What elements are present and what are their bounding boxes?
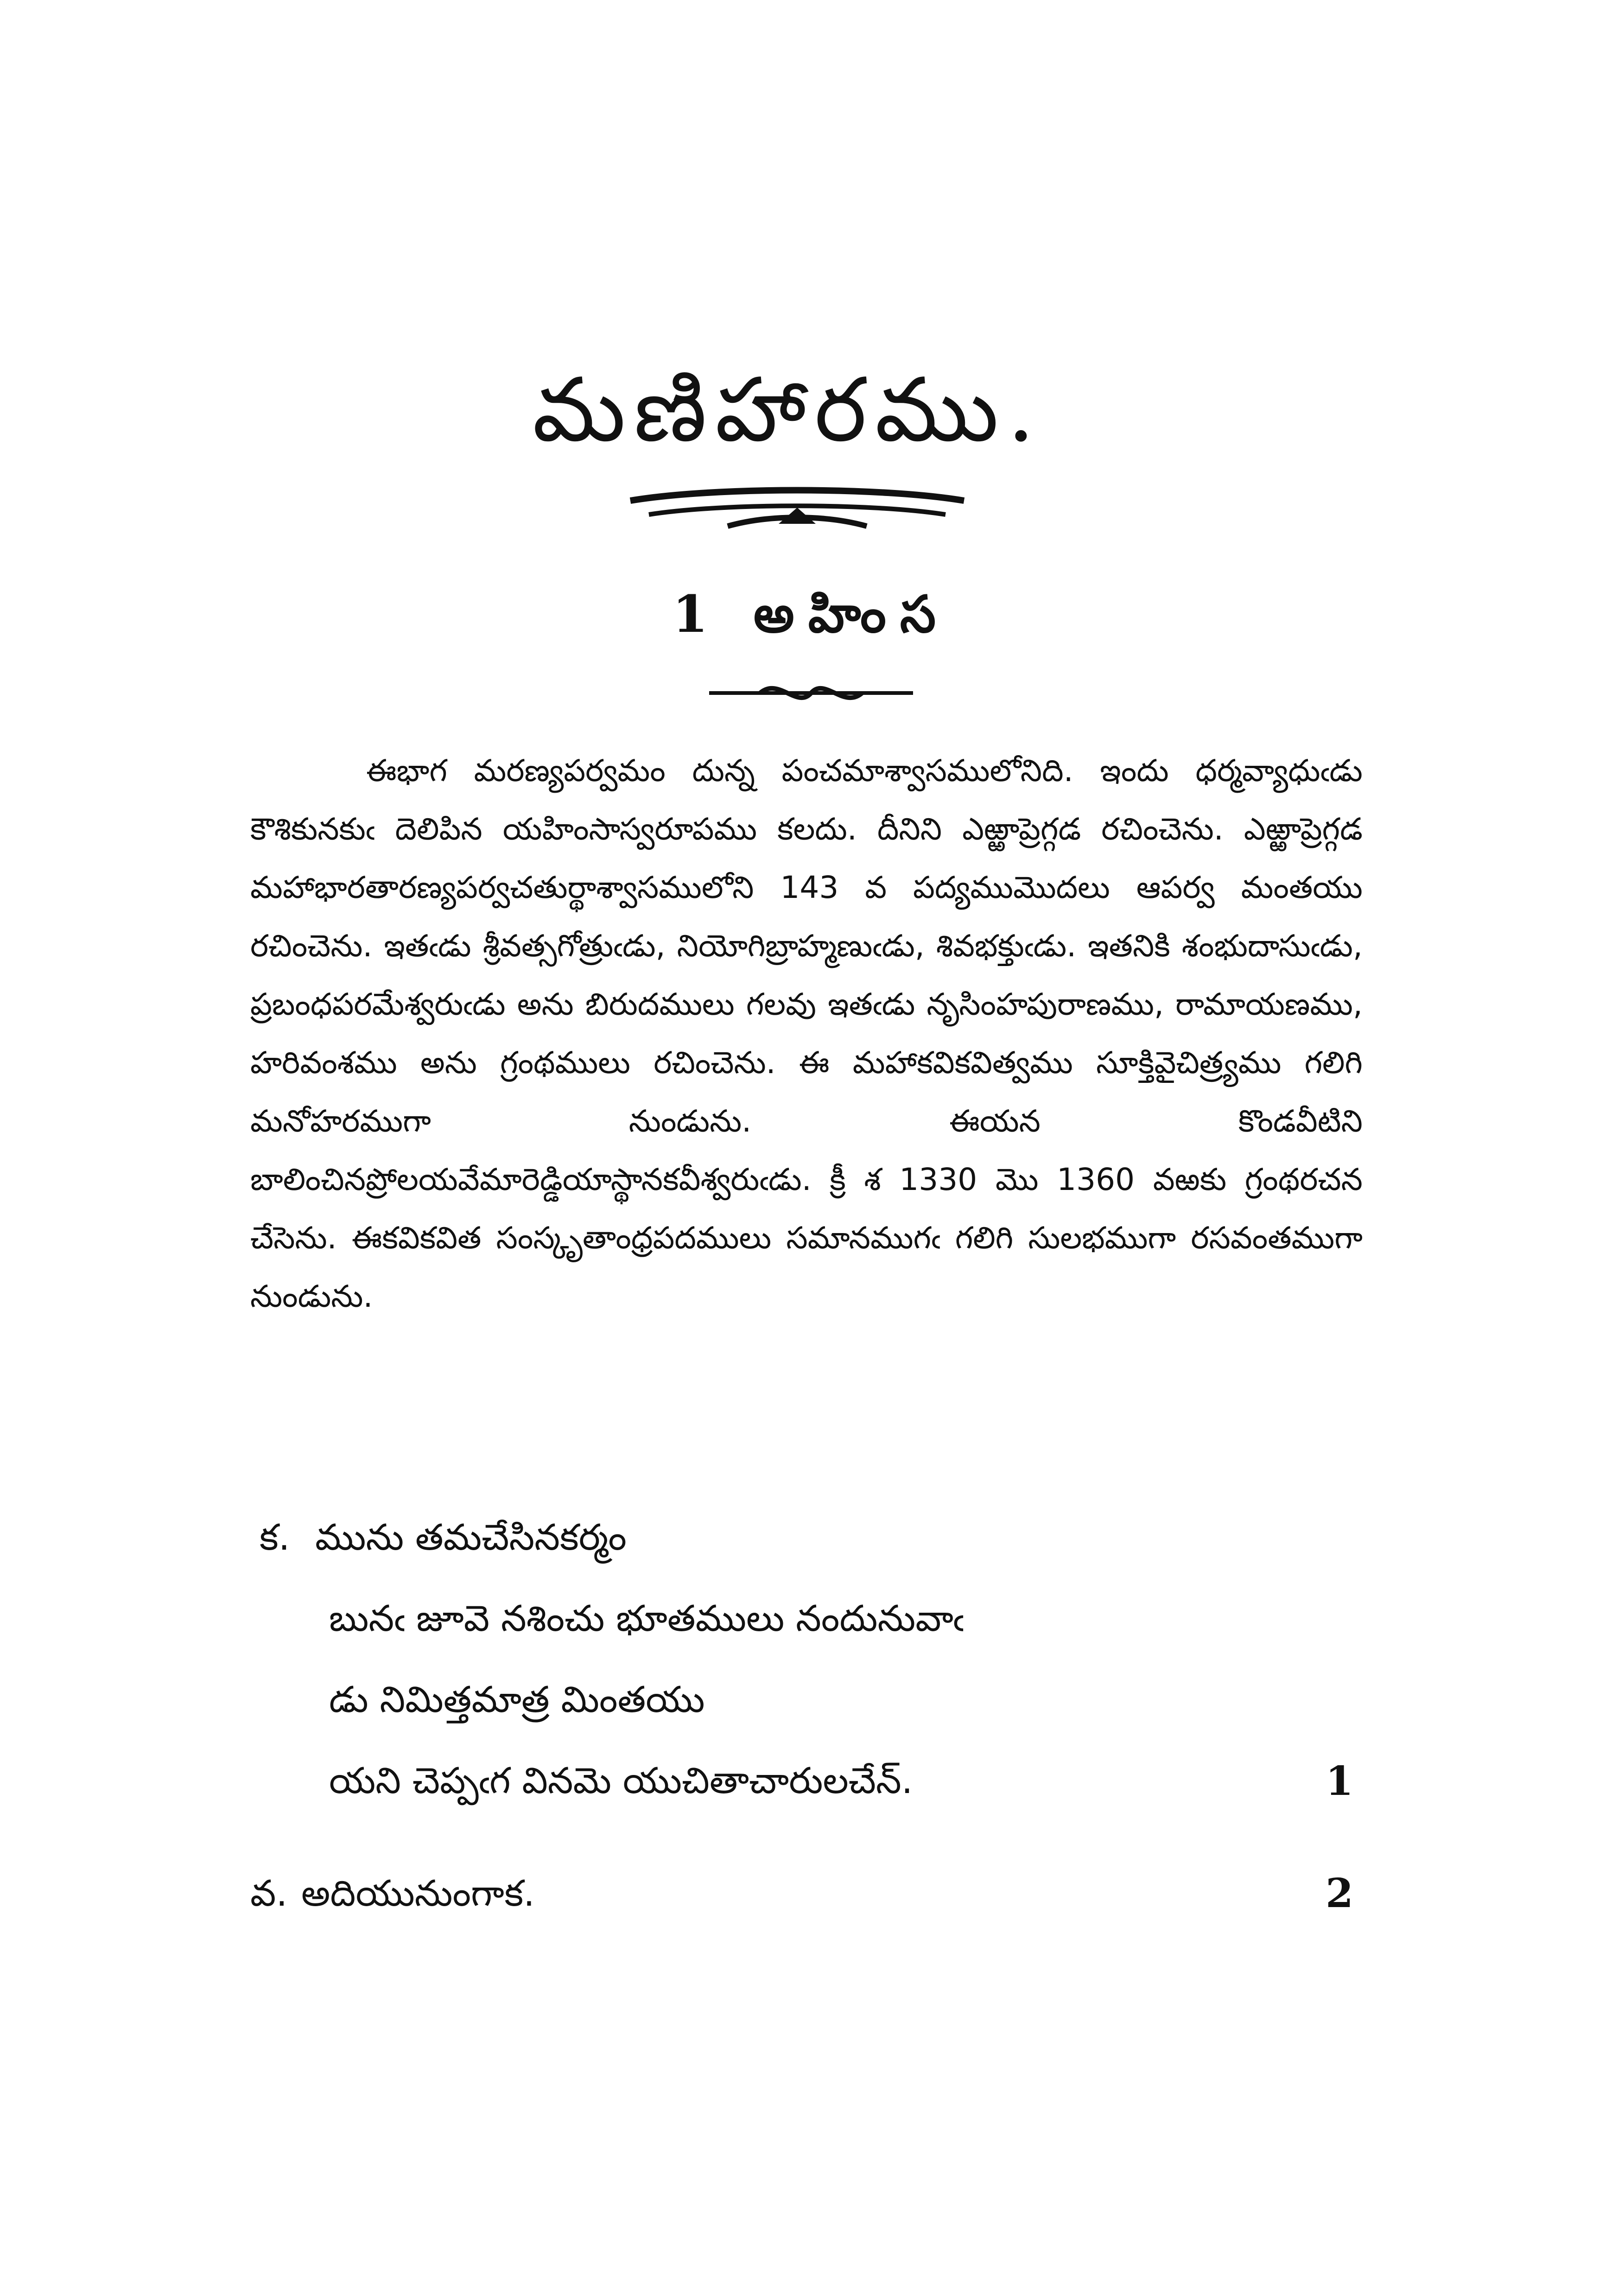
vachana-marker: వ. [250,1873,288,1914]
verse-line-text: డు నిమిత్తమాత్ర మింతయు [329,1679,705,1721]
verse-line [260,1497,1372,1578]
vachana-text: అదియునుంగాక. [301,1873,535,1914]
page-title: మణిహారము. [532,359,1044,461]
verse-line-text: బునఁ జూవె నశించు భూతములు నందునువాఁ [329,1598,964,1640]
intro-paragraph: ఈభాగ మరణ్యపర్వమం దున్న పంచమాశ్వాసములోనిది. ఇందు ధర్మవ్యాధుఁడు కౌశికునకుఁ దెలిపిన యహింసాస్వరూపము కలదు. దీనిని ఎఱ్ఱాప్రెగ్గడ రచించెను. ఎఱ్ఱాప్రెగ్గడ మహాభారతారణ్యపర్వచతుర్థాశ్వాసములోని 143 వ పద్యముమొదలు ఆపర్వ మంతయు రచించెను. ఇతఁడు శ్రీవత్సగోత్రుఁడు, నియోగిబ్రాహ్మణుఁడు, శివభక్తుఁడు. ఇతనికి శంభుదాసుఁడు, ప్రబంధపరమేశ్వరుఁడు అను బిరుదములు గలవు ఇతఁడు నృసింహపురాణము, రామాయణము, హరివంశము అను గ్రంథములు రచించెను. ఈ మహాకవికవిత్వము సూక్తివైచిత్ర్యము గలిగి మనోహరముగా నుండును. ఈయన కొండవీటిని బాలించినప్రోలయవేమారెడ్డియాస్థానకవీశ్వరుఁడు. క్రీ శ 1330 మొ 1360 వఱకు గ్రంథరచన చేసెను. ఈకవికవిత సంస్కృతాంధ్రపదములు సమానముగఁ గలిగి సులభముగా రసవంతముగా నుండును. [250,753,1363,1314]
verse-line [260,1578,1372,1660]
verse-number: 1 [1326,1758,1353,1805]
chapter-number: 1 [672,584,722,644]
verse-marker: క. [260,1517,290,1558]
chapter-ornament [704,672,918,714]
vachana-line [250,1854,1372,1933]
title-ornament [621,482,973,538]
verse-line-text: యని చెప్పఁగ వినమె యుచితాచారులచేన్. [329,1760,913,1802]
chapter-heading [510,584,1112,657]
chapter-name: అహింస [753,584,950,644]
verse-line-text: మును తమచేసినకర్మం [315,1517,627,1558]
verse-block [260,1497,1372,1822]
vachana-number: 2 [1326,1870,1353,1917]
verse-line [260,1660,1372,1741]
verse-line [260,1741,1372,1822]
